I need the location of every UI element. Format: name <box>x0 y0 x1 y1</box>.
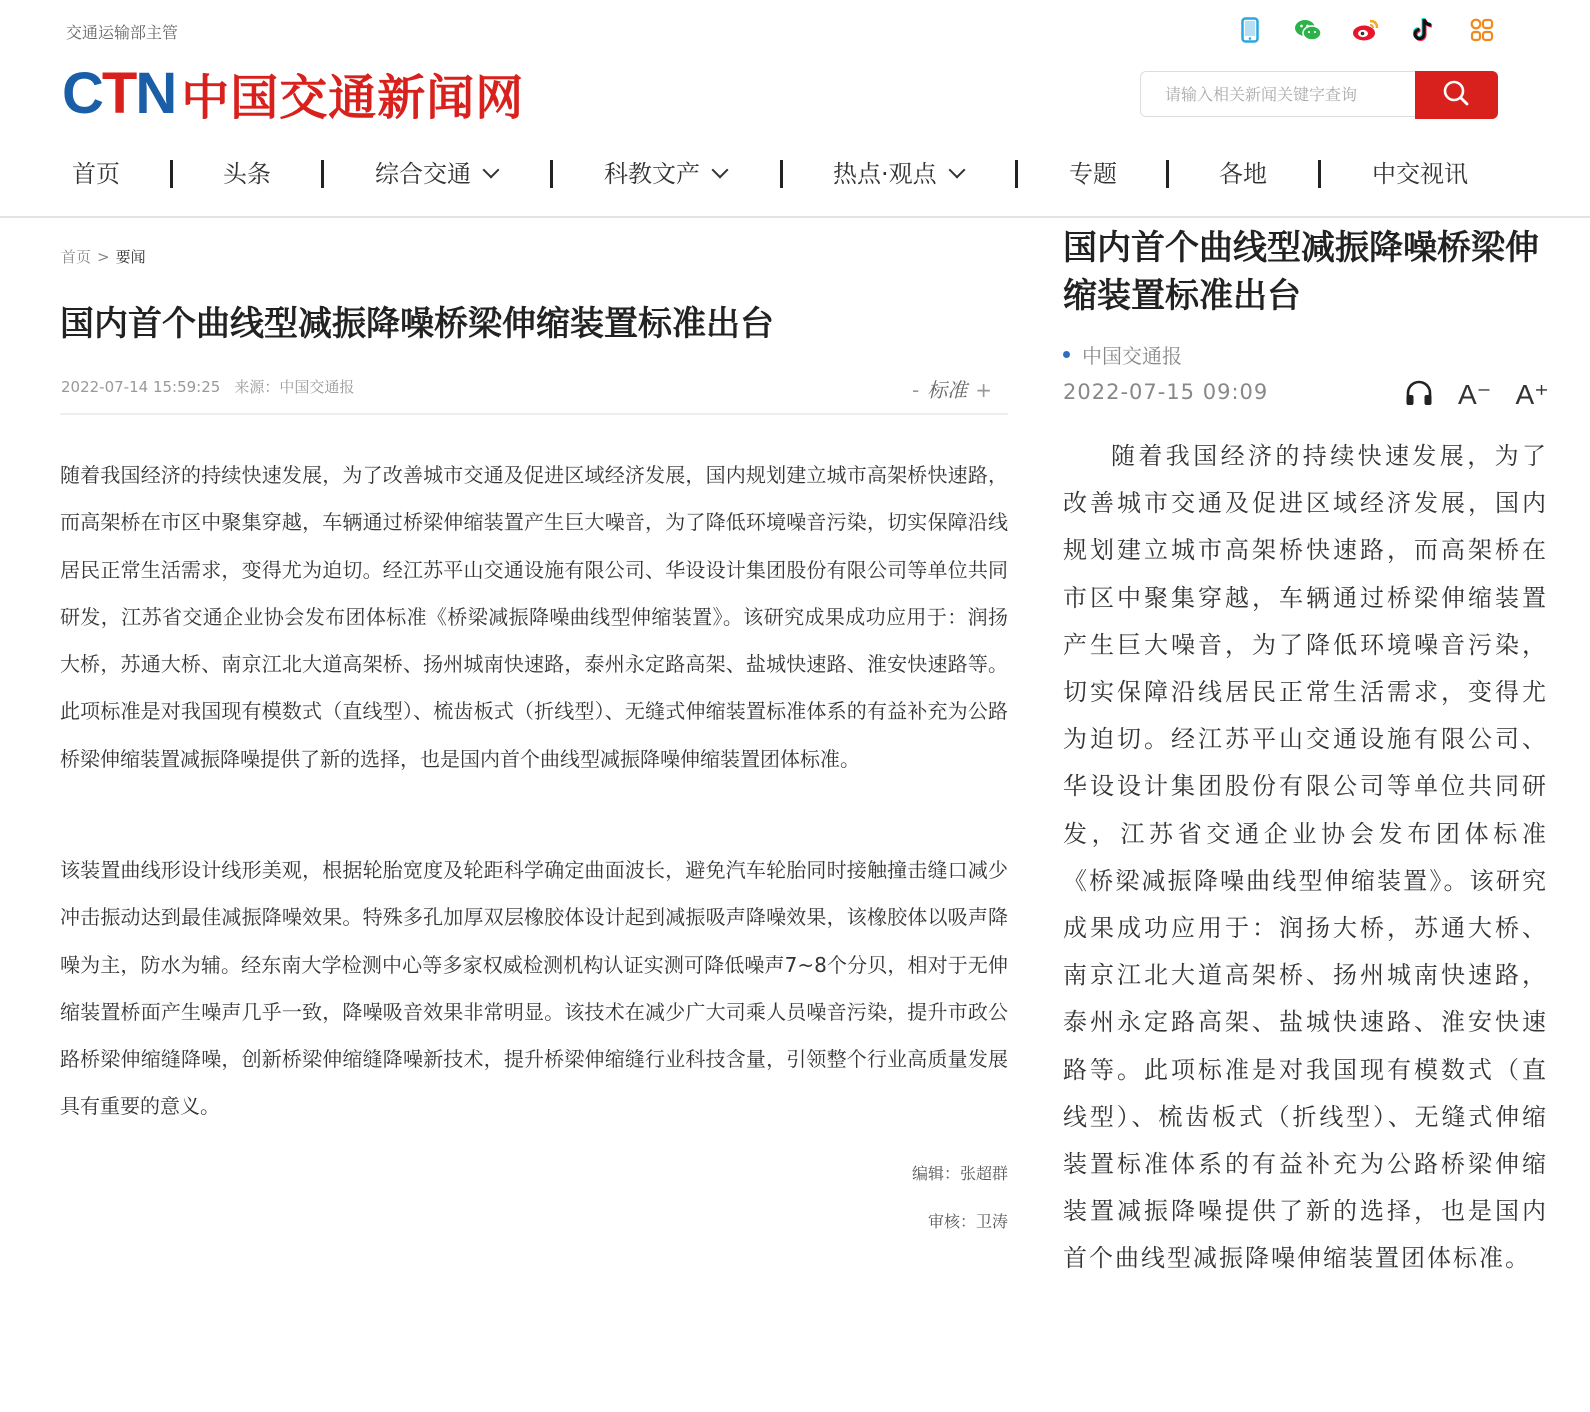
breadcrumb-home[interactable]: 首页 <box>61 248 92 266</box>
bullet-dot <box>1063 351 1070 358</box>
breadcrumb-current[interactable]: 要闻 <box>115 248 146 266</box>
headphones-icon[interactable] <box>1404 379 1434 411</box>
mobile-font-increase-button[interactable]: A⁺ <box>1515 379 1549 410</box>
mobile-controls <box>1404 378 1549 411</box>
mobile-font-decrease-button[interactable]: A⁻ <box>1458 379 1492 410</box>
nav-separator <box>1318 160 1321 188</box>
nav-separator <box>780 160 783 188</box>
nav-item-headlines[interactable]: 头条 <box>223 160 271 188</box>
chevron-down-icon <box>712 162 729 179</box>
search-button[interactable] <box>1415 71 1499 119</box>
nav-item-home[interactable]: 首页 <box>72 160 120 188</box>
tiktok-icon[interactable] <box>1410 16 1438 44</box>
nav-separator <box>1015 160 1018 188</box>
nav-item-science-culture[interactable]: 科教文产 <box>604 152 726 196</box>
nav-item-transport[interactable]: 综合交通 <box>375 152 497 196</box>
font-increase-button[interactable]: + <box>975 378 992 402</box>
divider <box>60 413 1008 415</box>
logo-ctn: CTN <box>62 60 176 126</box>
nav-separator <box>170 160 173 188</box>
article-reviewer: 审核：卫涛 <box>927 1212 1008 1231</box>
mobile-article-body: 随着我国经济的持续快速发展，为了改善城市交通及促进区域经济发展，国内规划建立城市高架桥快速路，而高架桥在市区中聚集穿越，车辆通过桥梁伸缩装置产生巨大噪音，为了降低环境噪音污染，切实保障沿线居民正常生活需求，变得尤为迫切。经江苏平山交通设施有限公司、华设设计集团股份有限公司等单位共同研发，江苏省交通企业协会发布团体标准《桥梁减振降噪曲线型伸缩装置》。该研究成果成功应用于：润扬大桥，苏通大桥、南京江北大道高架桥、扬州城南快速路，泰州永定路高架、盐城快速路、淮安快速路等。此项标准是对我国现有模数式（直线型）、梳齿板式（折线型）、无缝式伸缩装置标准体系的有益补充为公路桥梁伸缩装置减振降噪提供了新的选择，也是国内首个曲线型减振降噪伸缩装置团体标准。 <box>1063 442 1548 1273</box>
weibo-icon[interactable] <box>1352 16 1380 44</box>
social-links <box>1236 16 1496 44</box>
article-source: 来源：中国交通报 <box>234 378 355 396</box>
mobile-source: 中国交通报 <box>1063 340 1182 369</box>
site-logo[interactable] <box>62 62 524 124</box>
wechat-icon[interactable] <box>1294 16 1322 44</box>
nav-item-topics[interactable]: 专题 <box>1069 160 1117 188</box>
article-paragraph: 该装置曲线形设计线形美观，根据轮胎宽度及轮距科学确定曲面波长，避免汽车轮胎同时接触撞击缝口减少冲击振动达到最佳减振降噪效果。特殊多孔加厚双层橡胶体设计起到减振吸声降噪效果，该橡胶体以吸声降噪为主，防水为辅。经东南大学检测中心等多家权威检测机构认证实测可降低噪声7~8个分贝，相对于无伸缩装置桥面产生噪声几乎一致，降噪吸音效果非常明显。该技术在减少广大司乘人员噪音污染，提升市政公路桥梁伸缩缝降噪，创新桥梁伸缩缝降噪新技术，提升桥梁伸缩缝行业科技含量，引领整个行业高质量发展具有重要的意义。 <box>60 858 1008 1119</box>
nav-separator <box>550 160 553 188</box>
mobile-date: 2022-07-15 09:09 <box>1063 380 1269 404</box>
article-editor: 编辑：张超群 <box>911 1164 1008 1183</box>
article-datetime: 2022-07-14 15:59:25 <box>61 378 221 396</box>
search-bar <box>1140 71 1498 119</box>
article-paragraph: 随着我国经济的持续快速发展，为了改善城市交通及促进区域经济发展，国内规划建立城市高架桥快速路，而高架桥在市区中聚集穿越，车辆通过桥梁伸缩装置产生巨大噪音，为了降低环境噪音污染，切实保障沿线居民正常生活需求，变得尤为迫切。经江苏平山交通设施有限公司、华设设计集团股份有限公司等单位共同研发，江苏省交通企业协会发布团体标准《桥梁减振降噪曲线型伸缩装置》。该研究成果成功应用于：润扬大桥，苏通大桥、南京江北大道高架桥、扬州城南快速路，泰州永定路高架、盐城快速路、淮安快速路等。此项标准是对我国现有模数式（直线型）、梳齿板式（折线型）、无缝式伸缩装置标准体系的有益补充为公路桥梁伸缩装置减振降噪提供了新的选择，也是国内首个曲线型减振降噪伸缩装置团体标准。 <box>60 463 1008 771</box>
supervisor-label: 交通运输部主管 <box>66 23 179 42</box>
article-title: 国内首个曲线型减振降噪桥梁伸缩装置标准出台 <box>60 304 774 344</box>
nav-separator <box>1166 160 1169 188</box>
chevron-down-icon <box>948 162 965 179</box>
nav-item-hot-views[interactable]: 热点·观点 <box>833 152 963 196</box>
mobile-article-title: 国内首个曲线型减振降噪桥梁伸缩装置标准出台 <box>1063 228 1539 316</box>
breadcrumb: 首页 > 要闻 <box>61 248 146 266</box>
article-meta <box>61 376 354 397</box>
search-input[interactable] <box>1140 71 1415 117</box>
logo-chinese: 中国交通新闻网 <box>181 69 525 126</box>
font-size-label: 标准 <box>927 378 968 402</box>
nav-separator <box>321 160 324 188</box>
site-header <box>0 0 1590 218</box>
nav-item-video[interactable]: 中交视讯 <box>1372 160 1468 188</box>
main-nav <box>0 152 1590 196</box>
chevron-down-icon <box>483 162 500 179</box>
nav-item-regions[interactable]: 各地 <box>1219 160 1267 188</box>
search-icon <box>1442 79 1470 111</box>
font-decrease-button[interactable]: - <box>912 378 920 402</box>
font-size-control <box>904 374 1000 403</box>
app-icon[interactable] <box>1468 16 1496 44</box>
mobile-icon[interactable] <box>1236 16 1264 44</box>
